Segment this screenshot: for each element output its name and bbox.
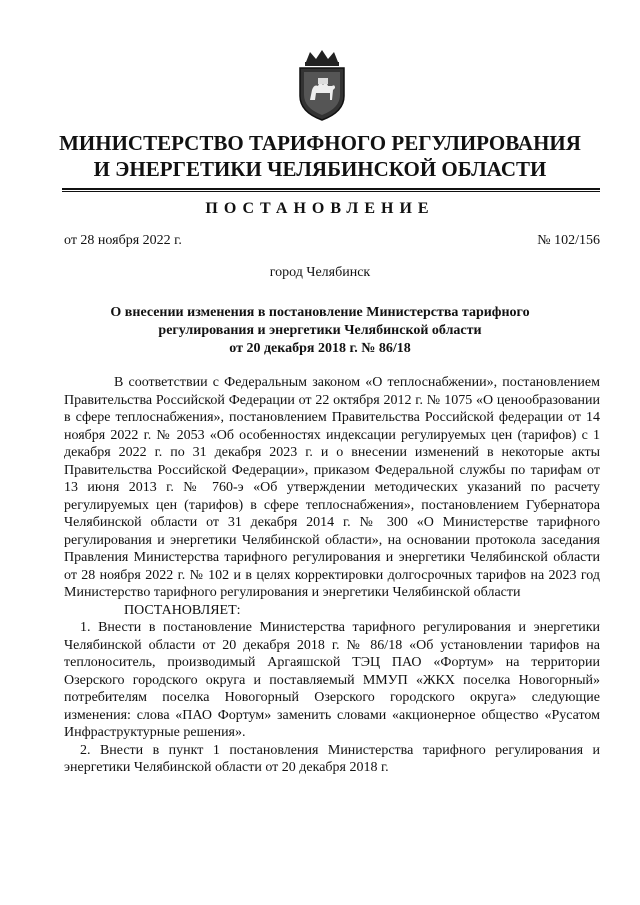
document-type: ПОСТАНОВЛЕНИЕ (205, 200, 435, 217)
title-line-3: от 20 декабря 2018 г. № 86/18 (229, 341, 411, 356)
resolve-heading: ПОСТАНОВЛЯЕТ: (124, 602, 241, 618)
document-number: № 102/156 (537, 233, 600, 248)
coat-of-arms-icon (292, 50, 352, 122)
preamble-paragraph: В соответствии с Федеральным законом «О теплоснабжении», постановлением Правительства Российской Федерации от 22 октября 2012 г. № 1075 «О ценообразовании в сфере теплоснабжения», постановлением Правительства Российской федерации от 14 ноября 2022 г. № 2053 «Об особенностях индексации регулируемых цен (тарифов) с 1 декабря 2022 г. по 31 декабря 2023 г. и о внесении изменений в некоторые акты Правительства Российской Федерации», приказом Федеральной службы по тарифам от 13 июня 2013 г. № 760-э «Об утверждении методических указаний по расчету регулируемых цен (тарифов) в сфере теплоснабжения», постановлением Губернатора Челябинской области от 31 декабря 2014 г. № 300 «О Министерстве тарифного регулирования и энергетики Челябинской области», на основании протокола заседания Правления Министерства тарифного регулирования и энергетики Челябинской области от 28 ноября 2022 г. № 102 и в целях корректировки долгосрочных тарифов на 2023 год Министерство тарифного регулирования и энергетики Челябинской области (64, 375, 600, 600)
ministry-name (40, 130, 600, 182)
ministry-name-line-2: И ЭНЕРГЕТИКИ ЧЕЛЯБИНСКОЙ ОБЛАСТИ (93, 157, 547, 181)
clause-2: 2. Внести в пункт 1 постановления Министерства тарифного регулирования и энергетики Челябинской области от 20 декабря 2018 г. (64, 742, 600, 775)
clause-1: 1. Внести в постановление Министерства тарифного регулирования и энергетики Челябинской области от 20 декабря 2018 г. № 86/18 «Об установлении тарифов на теплоноситель, производимый Аргаяшской ТЭЦ ПАО «Фортум» на территории Озерского городского округа и поставляемый ММУП «ЖКХ поселка Новогорный» потребителям поселка Новогорный Озерского городского округа» следующие изменения: слова «ПАО Фортум» заменить словами «акционерное общество «Русатом Инфраструктурные решения». (64, 620, 600, 740)
document-city: город Челябинск (269, 265, 371, 280)
document-date: от 28 ноября 2022 г. (64, 233, 182, 248)
title-line-1: О внесении изменения в постановление Министерства тарифного (110, 305, 530, 320)
document-title (90, 304, 550, 358)
document-body (64, 374, 600, 777)
ministry-name-line-1: МИНИСТЕРСТВО ТАРИФНОГО РЕГУЛИРОВАНИЯ (59, 131, 581, 155)
header-rule-thin (62, 191, 600, 192)
header-rule (62, 188, 600, 190)
title-line-2: регулирования и энергетики Челябинской области (158, 323, 482, 338)
